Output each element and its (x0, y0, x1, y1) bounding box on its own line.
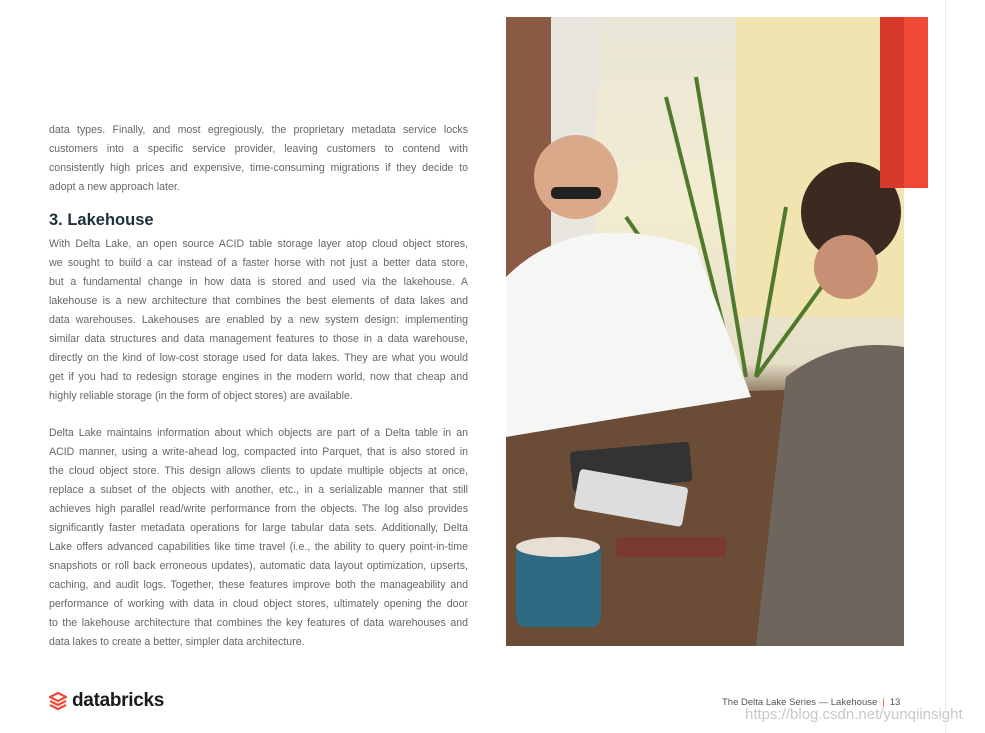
watermark: https://blog.csdn.net/yunqiinsight (745, 706, 963, 723)
text-line: similar data structures and data management features to those in a data warehouse, (49, 333, 468, 345)
text-line: achieves high parallel read/write performance from the objects. The log also provides (49, 503, 468, 515)
text-line: ACID manner, using a write-ahead log, compacted into Parquet, that is also stored in (49, 446, 468, 458)
text-line: Lake offers advanced capabilities like time travel (i.e., the ability to query point-in-time (49, 541, 468, 553)
text-line: data types. Finally, and most egregiously, the proprietary metadata service locks (49, 124, 468, 136)
text-line: performance of working with data in cloud object stores, ultimately opening the door (49, 598, 468, 610)
text-line: caching, and audit logs. Together, these features improve both the manageability and (49, 579, 468, 591)
accent-bar-overlap (880, 17, 904, 188)
page-number: 13 (889, 697, 901, 708)
paragraph-1 (49, 121, 468, 197)
text-line: data warehouses. Lakehouses are enabled by a new system design: implementing (49, 314, 468, 326)
text-line: to the lakehouse architecture that combines the key features of data warehouses and (49, 617, 468, 629)
text-line: Delta Lake maintains information about which objects are part of a Delta table in an (49, 427, 468, 439)
databricks-logo (49, 690, 164, 712)
text-line: we sought to build a car instead of a faster horse with not just a better data store, (49, 257, 468, 269)
text-line: but a fundamental change in how data is stored and used via the lakehouse. A (49, 276, 468, 288)
text-line: get if you had to redesign storage engines in the modern world, now that cheap and (49, 371, 468, 383)
paragraph-3 (49, 424, 468, 652)
databricks-logo-icon (49, 691, 67, 711)
photo-illustration (506, 17, 904, 646)
text-line: consistently high prices and expensive, time-consuming migrations if they decide to (49, 162, 468, 174)
text-line: significantly faster metadata operations for large tabular data sets. Additionally, Delta (49, 522, 468, 534)
text-line: the cloud object store. This design allows clients to update multiple objects at once, (49, 465, 468, 477)
separator: | (882, 697, 885, 708)
section-heading: 3. Lakehouse (49, 211, 154, 229)
text-line: directly on the kind of low-cost storage used for data lakes. They are what you would (49, 352, 468, 364)
text-line: adopt a new approach later. (49, 181, 180, 193)
meeting-photo (506, 17, 904, 646)
logo-text: databricks (72, 690, 165, 711)
text-line: With Delta Lake, an open source ACID table storage layer atop cloud object stores, (49, 238, 468, 250)
text-line: customers into a specific service provider, leaving customers to contend with (49, 143, 468, 155)
text-line: highly reliable storage (in the form of object stores) are available. (49, 390, 353, 402)
series-title: The Delta Lake Series — Lakehouse (722, 697, 878, 708)
page-edge (945, 0, 946, 733)
text-line: snapshots or roll back erroneous updates), automatic data layout optimization, upserts, (49, 560, 468, 572)
text-line: lakehouse is a new architecture that combines the best elements of data lakes and (49, 295, 468, 307)
text-line: data lakes to create a better, simpler data architecture. (49, 636, 305, 648)
text-line: replace a subset of the objects with another, etc., in a serializable manner that still (49, 484, 468, 496)
paragraph-2 (49, 235, 468, 406)
